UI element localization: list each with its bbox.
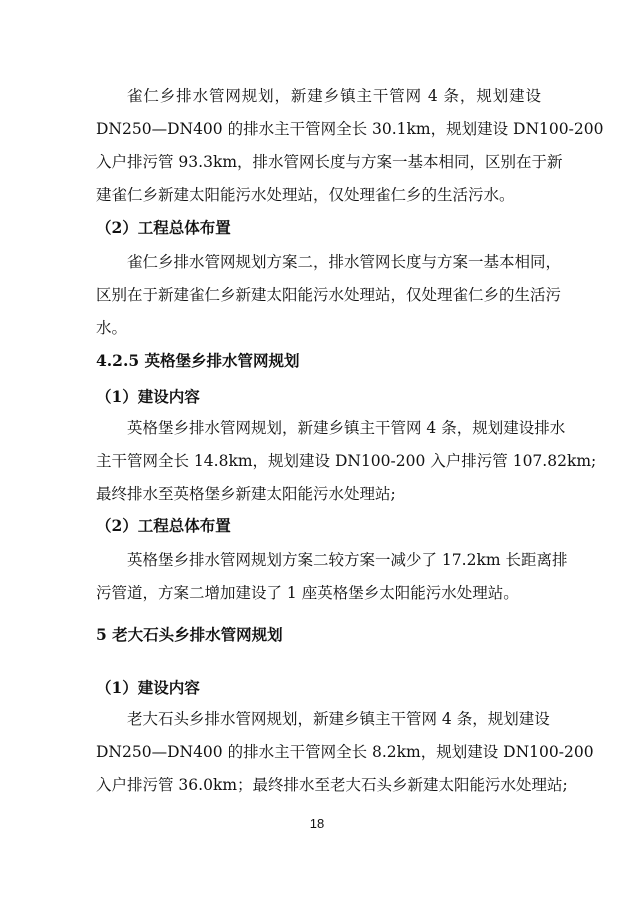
paragraph-queren-layout	[96, 246, 562, 345]
paragraph-yinggebao-construction	[96, 412, 597, 511]
text-line: 入户排污管 36.0km；最终排水至老大石头乡新建太阳能污水处理站;	[96, 776, 568, 794]
page-number: 18	[309, 816, 325, 831]
text-line: 水。	[96, 319, 128, 337]
section-heading-layout-yinggebao: （2）工程总体布置	[96, 516, 231, 535]
paragraph-yinggebao-layout	[96, 544, 568, 610]
text-line: 雀仁乡排水管网规划，新建乡镇主干管网 4 条，规划建设	[127, 87, 541, 105]
text-line: 入户排污管 93.3km，排水管网长度与方案一基本相同，区别在于新	[96, 153, 563, 171]
paragraph-laodashitou-construction	[96, 703, 594, 802]
text-line: 污管道，方案二增加建设了 1 座英格堡乡太阳能污水处理站。	[96, 584, 519, 602]
text-line: DN250—DN400 的排水主干管网全长 30.1km，规划建设 DN100-200	[96, 120, 604, 138]
text-line: 英格堡乡排水管网规划，新建乡镇主干管网 4 条，规划建设排水	[127, 419, 566, 437]
text-line: DN250—DN400 的排水主干管网全长 8.2km，规划建设 DN100-200	[96, 743, 594, 761]
section-heading-yinggebao: 4.2.5 英格堡乡排水管网规划	[96, 351, 300, 370]
text-line: 区别在于新建雀仁乡新建太阳能污水处理站，仅处理雀仁乡的生活污	[96, 286, 562, 304]
section-heading-layout-queren: （2）工程总体布置	[96, 218, 231, 237]
text-line: 主干管网全长 14.8km，规划建设 DN100-200 入户排污管 107.82km;	[96, 452, 597, 470]
paragraph-queren-construction	[96, 80, 604, 212]
text-line: 最终排水至英格堡乡新建太阳能污水处理站;	[96, 485, 396, 503]
chapter-heading-laodashitou: 5 老大石头乡排水管网规划	[96, 625, 283, 644]
section-heading-construction-yinggebao: （1）建设内容	[96, 387, 200, 406]
text-line: 老大石头乡排水管网规划，新建乡镇主干管网 4 条，规划建设	[127, 710, 550, 728]
text-line: 英格堡乡排水管网规划方案二较方案一减少了 17.2km 长距离排	[127, 551, 568, 569]
text-line: 建雀仁乡新建太阳能污水处理站，仅处理雀仁乡的生活污水。	[96, 186, 515, 204]
section-heading-construction-laodashitou: （1）建设内容	[96, 678, 200, 697]
text-line: 雀仁乡排水管网规划方案二，排水管网长度与方案一基本相同，	[127, 253, 562, 271]
